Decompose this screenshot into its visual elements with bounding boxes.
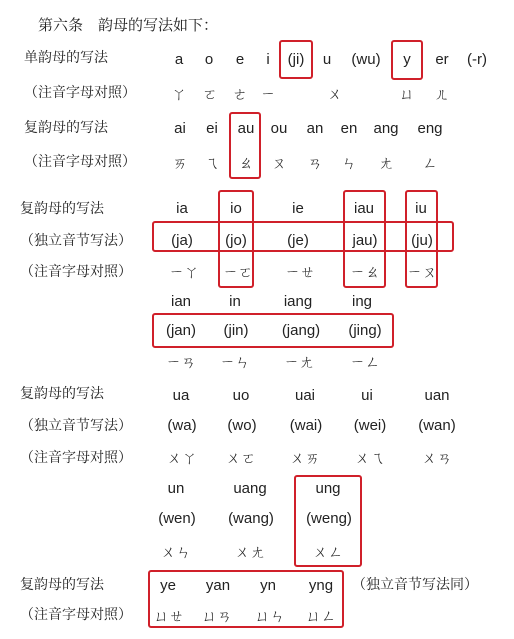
- zhuyin: ㄧㄛ: [222, 263, 253, 281]
- zhuyin: ㄛ: [202, 85, 218, 103]
- cell: ua: [172, 387, 190, 404]
- cell: iau: [353, 200, 375, 217]
- row-label: 复韵母的写法: [20, 386, 104, 402]
- cell: o: [204, 51, 214, 68]
- cell: ei: [206, 120, 218, 137]
- cell: (wai): [289, 417, 323, 434]
- cell: y: [403, 51, 411, 68]
- zhuyin: ㄧㄠ: [349, 263, 380, 281]
- highlight-box: [405, 190, 438, 288]
- cell: yan: [205, 577, 231, 594]
- cell: en: [340, 120, 358, 137]
- highlight-box: [148, 570, 344, 628]
- cell: ian: [170, 293, 192, 310]
- zhuyin: ㄣ: [341, 154, 357, 172]
- zhuyin: ㄧㄥ: [349, 353, 380, 371]
- cell: eng: [417, 120, 443, 137]
- highlight-box: [229, 112, 261, 179]
- row-label: 复韵母的写法: [20, 577, 104, 593]
- zhuyin: ㄟ: [204, 154, 220, 172]
- zhuyin: ㄧ: [260, 85, 276, 103]
- cell: ai: [174, 120, 186, 137]
- cell: (ji): [287, 51, 305, 68]
- highlight-box: [152, 313, 394, 348]
- row-label: 单韵母的写法: [24, 50, 108, 66]
- cell: uan: [424, 387, 450, 404]
- zhuyin: ㄩㄢ: [201, 607, 232, 625]
- cell: (jo): [225, 232, 247, 249]
- cell: uang: [233, 480, 267, 497]
- zhuyin: ㄠ: [238, 154, 254, 172]
- zhuyin: ㄨㄥ: [312, 543, 343, 561]
- zhuyin: ㄨㄚ: [166, 449, 197, 467]
- zhuyin: ㄧㄚ: [168, 263, 199, 281]
- zhuyin: ㄨㄢ: [421, 449, 452, 467]
- cell: (ja): [171, 232, 193, 249]
- zhuyin: ㄧㄢ: [165, 353, 196, 371]
- cell: (wen): [158, 510, 196, 527]
- zhuyin: ㄨㄛ: [225, 449, 256, 467]
- cell: uai: [294, 387, 316, 404]
- cell: (ju): [411, 232, 433, 249]
- row-label: （注音字母对照）: [20, 450, 132, 466]
- zhuyin: ㄡ: [271, 154, 287, 172]
- cell: (wang): [228, 510, 274, 527]
- row-label: （独立音节写法）: [20, 418, 132, 434]
- row-label: 复韵母的写法: [20, 201, 104, 217]
- cell: i: [266, 51, 270, 68]
- zhuyin: ㄧㄤ: [283, 353, 314, 371]
- cell: a: [174, 51, 184, 68]
- cell: io: [230, 200, 242, 217]
- highlight-box: [218, 190, 254, 288]
- row-label: 复韵母的写法: [24, 120, 108, 136]
- cell: e: [235, 51, 245, 68]
- cell: (jin): [223, 322, 249, 339]
- cell: uo: [232, 387, 250, 404]
- cell: au: [237, 120, 255, 137]
- zhuyin: ㄥ: [422, 154, 438, 172]
- cell: ou: [270, 120, 288, 137]
- cell: (wu): [351, 51, 381, 68]
- zhuyin: ㄨㄟ: [354, 449, 385, 467]
- cell: jau): [352, 232, 378, 249]
- cell: (jing): [348, 322, 382, 339]
- zhuyin: ㄚ: [171, 85, 187, 103]
- cell: (jan): [165, 322, 196, 339]
- cell: (wa): [167, 417, 197, 434]
- cell: ia: [176, 200, 188, 217]
- highlight-box: [391, 40, 423, 80]
- zhuyin: ㄢ: [307, 154, 323, 172]
- zhuyin: ㄞ: [172, 154, 188, 172]
- cell: (je): [287, 232, 309, 249]
- cell: iang: [283, 293, 313, 310]
- zhuyin: ㄩㄣ: [254, 607, 285, 625]
- zhuyin: ㄨㄣ: [160, 543, 191, 561]
- cell: ie: [292, 200, 304, 217]
- row-label: （独立音节写法）: [20, 233, 132, 249]
- cell: (wan): [418, 417, 456, 434]
- zhuyin: ㄩㄥ: [305, 607, 336, 625]
- cell: (jang): [281, 322, 321, 339]
- row-label: （注音字母对照）: [20, 264, 132, 280]
- cell: yn: [260, 577, 276, 594]
- cell: yng: [308, 577, 334, 594]
- highlight-box: [343, 190, 386, 288]
- section-title: 第六条 韵母的写法如下：: [38, 16, 219, 34]
- zhuyin: ㄜ: [232, 85, 248, 103]
- cell: (wo): [227, 417, 257, 434]
- row-label: （注音字母对照）: [24, 85, 136, 101]
- zhuyin: ㄦ: [434, 85, 450, 103]
- zhuyin: ㄨ: [327, 85, 343, 103]
- highlight-box: [279, 40, 313, 79]
- zhuyin: ㄨㄤ: [234, 543, 265, 561]
- cell: (weng): [306, 510, 352, 527]
- zhuyin: ㄨㄞ: [289, 449, 320, 467]
- cell: (wei): [353, 417, 387, 434]
- cell: er: [435, 51, 449, 68]
- cell: ing: [351, 293, 373, 310]
- cell: ang: [373, 120, 399, 137]
- cell: ung: [315, 480, 341, 497]
- cell: u: [322, 51, 332, 68]
- cell: ye: [160, 577, 176, 594]
- zhuyin: ㄧㄡ: [406, 263, 437, 281]
- cell: iu: [415, 200, 427, 217]
- cell: ui: [361, 387, 373, 404]
- row-label: （注音字母对照）: [20, 607, 132, 623]
- zhuyin: ㄩ: [399, 85, 415, 103]
- cell: an: [306, 120, 324, 137]
- cell: in: [229, 293, 241, 310]
- row-label: （注音字母对照）: [24, 154, 136, 170]
- cell: (-r): [467, 51, 487, 68]
- zhuyin: ㄩㄝ: [153, 607, 184, 625]
- highlight-box: [294, 475, 362, 567]
- note-text: （独立音节写法同）: [352, 577, 478, 593]
- cell: un: [167, 480, 185, 497]
- zhuyin: ㄤ: [378, 154, 394, 172]
- zhuyin: ㄧㄝ: [284, 263, 315, 281]
- zhuyin: ㄧㄣ: [219, 353, 250, 371]
